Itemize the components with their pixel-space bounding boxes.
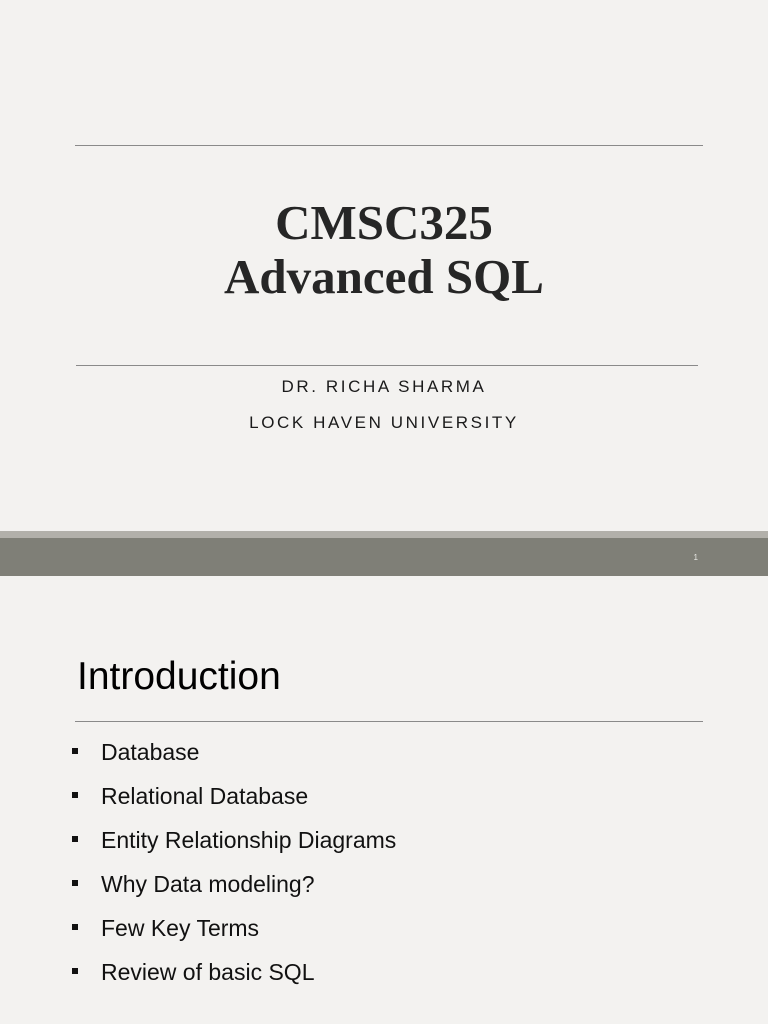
list-item — [72, 824, 396, 868]
list-item — [72, 912, 396, 956]
list-item-text: Entity Relationship Diagrams — [101, 827, 397, 853]
subtitle-divider — [76, 365, 698, 366]
list-item-text: Database — [101, 739, 200, 765]
slide-subtitle — [0, 375, 768, 447]
institution-name: LOCK HAVEN UNIVERSITY — [249, 413, 519, 432]
list-item-text: Why Data modeling? — [101, 871, 315, 897]
square-bullet-icon — [72, 924, 78, 930]
square-bullet-icon — [72, 748, 78, 754]
page-number: 1 — [693, 553, 698, 562]
list-item — [72, 780, 396, 824]
list-item — [72, 868, 396, 912]
course-name: Advanced SQL — [224, 249, 544, 304]
top-divider — [75, 145, 703, 146]
introduction-slide — [0, 576, 768, 1024]
introduction-divider — [75, 721, 703, 722]
list-item — [72, 956, 396, 1000]
list-item-text: Few Key Terms — [101, 915, 260, 941]
slide-footer-band-light — [0, 531, 768, 538]
author-name: DR. RICHA SHARMA — [281, 377, 487, 396]
square-bullet-icon — [72, 968, 78, 974]
bullet-list — [72, 736, 396, 1000]
slide-footer-band — [0, 538, 768, 576]
slide-title — [0, 196, 768, 304]
square-bullet-icon — [72, 880, 78, 886]
introduction-title: Introduction — [77, 655, 281, 698]
list-item-text: Relational Database — [101, 783, 309, 809]
square-bullet-icon — [72, 792, 78, 798]
course-code: CMSC325 — [275, 195, 493, 250]
list-item-text: Review of basic SQL — [101, 959, 315, 985]
list-item — [72, 736, 396, 780]
square-bullet-icon — [72, 836, 78, 842]
